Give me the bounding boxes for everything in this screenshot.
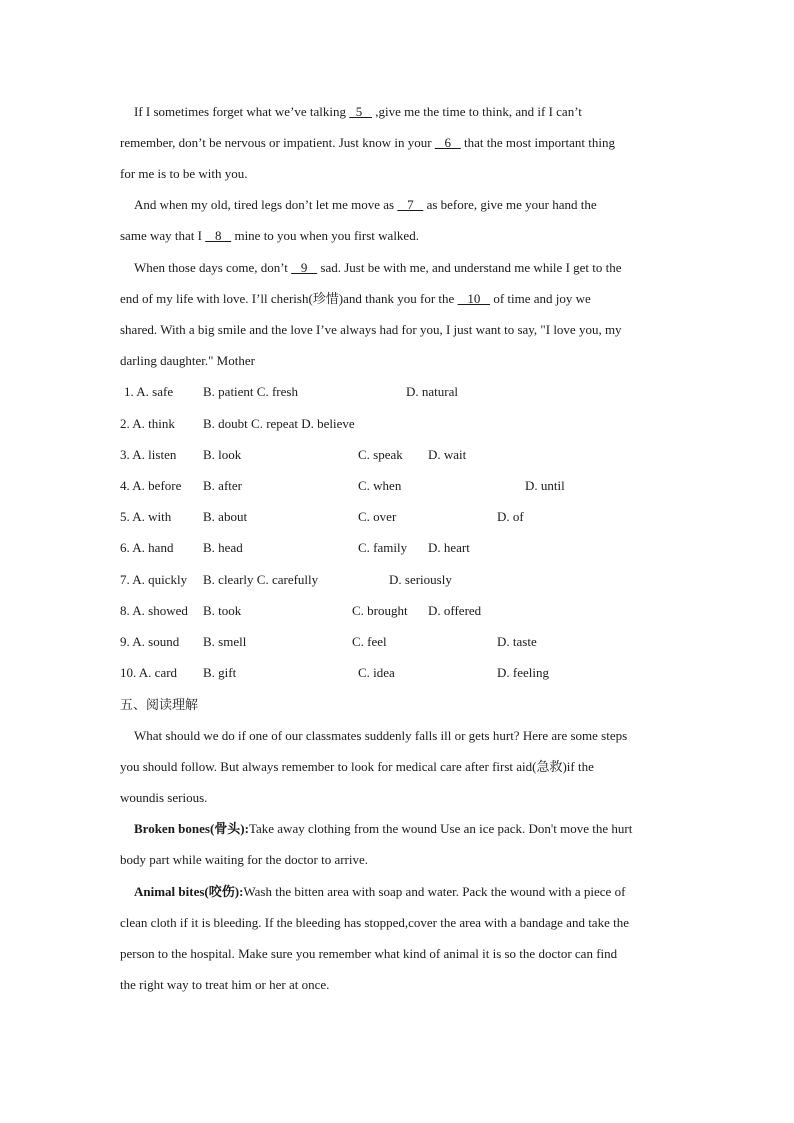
passage-line (134, 197, 597, 213)
question-2-b: B. doubt C. repeat D. believe (203, 416, 355, 431)
question-10-d: D. feeling (497, 665, 549, 680)
reading-line: you should follow. But always remember to look for medical care after first aid(急救)if the (120, 759, 594, 774)
question-6-b: B. head (203, 540, 243, 555)
section-title: 五、阅读理解 (120, 697, 199, 712)
question-10-c: C. idea (358, 665, 395, 680)
passage-text: end of my life with love. I’ll cherish(珍惜)and thank you for the (120, 291, 455, 306)
reading-text: Wash the bitten area with soap and water. Pack the wound with a piece of (243, 884, 626, 899)
question-7-a: 7. A. quickly (120, 572, 188, 587)
passage-text: for me is to be with you. (120, 166, 248, 181)
passage-line (120, 166, 247, 182)
question-1-b: B. patient C. fresh (203, 384, 298, 399)
passage-text: If I sometimes forget what we’ve talking (134, 104, 347, 119)
reading-line: the right way to treat him or her at once. (120, 977, 330, 992)
passage-text: shared. With a big smile and the love I’ve always had for you, I just want to say, "I love you, my (120, 322, 622, 337)
reading-line: person to the hospital. Make sure you remember what kind of animal it is so the doctor can find (120, 946, 618, 961)
passage-text: remember, don’t be nervous or impatient. Just know in your (120, 135, 432, 150)
passage-text: darling daughter." Mother (120, 353, 255, 368)
passage-text: sad. Just be with me, and understand me while I get to the (320, 260, 622, 275)
blank-5: 5 (349, 104, 373, 119)
question-4-b: B. after (203, 478, 242, 493)
passage-line (120, 228, 419, 244)
question-7-b: B. clearly C. carefully (203, 572, 319, 587)
question-8-d: D. offered (428, 603, 482, 618)
blank-6: 6 (434, 135, 461, 150)
reading-line: body part while waiting for the doctor to arrive. (120, 852, 369, 867)
passage-line (120, 291, 591, 307)
question-5-a: 5. A. with (120, 509, 172, 524)
question-8-c: C. brought (352, 603, 408, 618)
question-9-c: C. feel (352, 634, 387, 649)
question-10-a: 10. A. card (120, 665, 178, 680)
question-6-a: 6. A. hand (120, 540, 174, 555)
question-3-c: C. speak (358, 447, 403, 462)
blank-7: 7 (397, 197, 424, 212)
reading-line: What should we do if one of our classmates suddenly falls ill or gets hurt? Here are some steps (134, 728, 628, 743)
passage-text: that the most important thing (464, 135, 615, 150)
question-9-d: D. taste (497, 634, 537, 649)
question-4-a: 4. A. before (120, 478, 182, 493)
passage-text: of time and joy we (493, 291, 591, 306)
animal-bites-heading: Animal bites(咬伤): (134, 884, 244, 899)
reading-line (134, 884, 625, 900)
blank-9: 9 (291, 260, 318, 275)
passage-text: When those days come, don’t (134, 260, 288, 275)
passage-text: mine to you when you first walked. (234, 228, 419, 243)
question-6-d: D. heart (428, 540, 470, 555)
question-5-c: C. over (358, 509, 397, 524)
question-5-b: B. about (203, 509, 248, 524)
passage-line (134, 104, 582, 120)
question-8-a: 8. A. showed (120, 603, 188, 618)
question-3-a: 3. A. listen (120, 447, 177, 462)
question-2-a: 2. A. think (120, 416, 175, 431)
passage-line (120, 353, 255, 369)
question-3-d: D. wait (428, 447, 467, 462)
question-8-b: B. took (203, 603, 242, 618)
reading-line: woundis serious. (120, 790, 208, 805)
blank-10: 10 (457, 291, 491, 306)
question-6-c: C. family (358, 540, 408, 555)
passage-line (120, 135, 615, 151)
reading-line (134, 821, 632, 837)
question-5-d: D. of (497, 509, 524, 524)
question-1-a: 1. A. safe (124, 384, 174, 399)
passage-text: ,give me the time to think, and if I can’t (375, 104, 582, 119)
reading-text: Take away clothing from the wound Use an ice pack. Don't move the hurt (248, 821, 633, 836)
question-4-c: C. when (358, 478, 402, 493)
broken-bones-heading: Broken bones(骨头): (134, 821, 249, 836)
reading-line: clean cloth if it is bleeding. If the bleeding has stopped,cover the area with a bandage and take the (120, 915, 629, 930)
passage-text: same way that I (120, 228, 202, 243)
passage-line (120, 322, 622, 338)
question-4-d: D. until (525, 478, 565, 493)
question-10-b: B. gift (203, 665, 237, 680)
blank-8: 8 (205, 228, 232, 243)
passage-line (134, 260, 622, 276)
question-9-b: B. smell (203, 634, 247, 649)
passage-text: as before, give me your hand the (426, 197, 597, 212)
passage-text: And when my old, tired legs don’t let me move as (134, 197, 395, 212)
question-1-d: D. natural (406, 384, 458, 399)
question-3-b: B. look (203, 447, 242, 462)
question-9-a: 9. A. sound (120, 634, 180, 649)
question-7-d: D. seriously (389, 572, 452, 587)
